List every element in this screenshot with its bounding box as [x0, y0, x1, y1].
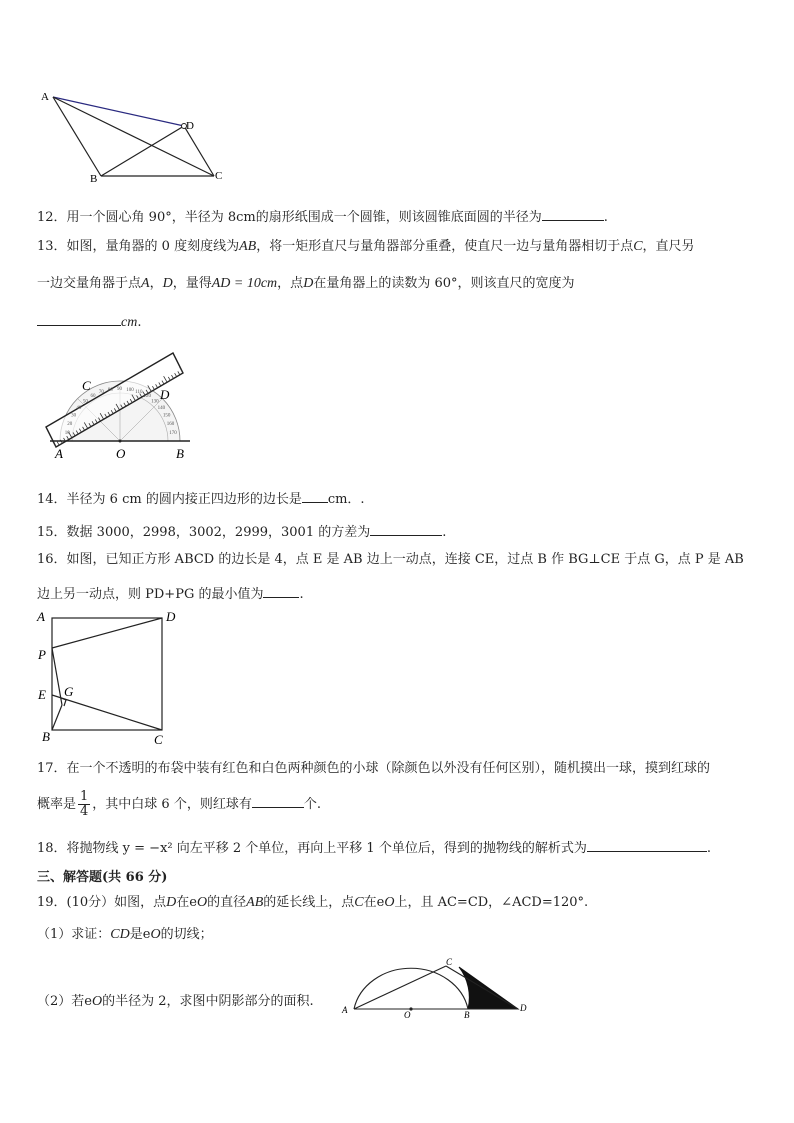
protractor-scale-label: 120: [143, 394, 151, 400]
protractor-scale-label: 100: [126, 387, 134, 393]
q13-text1: 13．如图，量角器的 0 度刻度线为: [37, 239, 240, 254]
q13-sep: ，: [149, 276, 163, 291]
q16-text1: 16．如图，已知正方形 ABCD 的边长是 4，点 E 是 AB 边上一动点，连接 CE，过点 B 作 BG⊥CE 于点 G，点 P 是 AB: [37, 552, 744, 567]
q13-unit: cm: [121, 315, 138, 330]
protractor-scale-label: 10: [64, 430, 70, 436]
circle-symbol: e: [189, 895, 197, 910]
question-17-line2: [37, 788, 321, 822]
protractor-scale-label: 130: [151, 399, 159, 405]
label-A: A: [41, 91, 49, 103]
q15-end: .: [442, 525, 447, 540]
q19-AB: AB: [246, 895, 264, 910]
q13-text2d: 在量角器上的读数为 60°，则该直尺的宽度为: [313, 276, 575, 291]
q19-O: O: [197, 895, 208, 910]
label-C: C: [154, 732, 163, 747]
label-E: E: [38, 687, 46, 702]
probability-fraction: [78, 790, 90, 819]
label-A: A: [55, 446, 63, 461]
q13-equation: AD = 10cm: [211, 276, 278, 291]
q13-AB: AB: [239, 239, 257, 254]
label-G: G: [64, 684, 74, 699]
question-12: [37, 206, 608, 227]
q13-text2c: ，点: [277, 276, 304, 291]
q12-end: .: [603, 210, 608, 225]
label-B: B: [42, 729, 50, 744]
protractor-scale-label: 30: [71, 413, 77, 419]
q13-D: D: [162, 276, 173, 291]
circle-symbol: e: [84, 994, 92, 1009]
protractor-scale-label: 90: [117, 387, 122, 392]
q14-end: cm．.: [327, 492, 365, 507]
circle-symbol: e: [142, 927, 151, 942]
q19-text1a: 19．(10分）如图，点: [37, 895, 167, 910]
fraction-denominator: 4: [80, 804, 89, 819]
q19-O2: O: [384, 895, 395, 910]
q13-text2b: ，量得: [172, 276, 212, 291]
label-A: A: [342, 1005, 348, 1015]
circle-symbol: e: [376, 895, 385, 910]
question-17-line1: [37, 760, 710, 778]
section-title: 三、解答题(共 66 分): [37, 870, 168, 885]
protractor-scale-label: 80: [107, 387, 113, 393]
protractor-scale-label: 70: [98, 390, 104, 396]
question-13-line1: [37, 238, 695, 256]
q13-text1b: ，将一矩形直尺与量角器部分重叠，使直尺一边与量角器相切于点: [256, 239, 634, 254]
q15-answer-blank[interactable]: [370, 521, 442, 536]
q12-text: 12．用一个圆心角 90°，半径为 8cm的扇形纸围成一个圆锥，则该圆锥底面圆的半径为: [37, 210, 542, 225]
q19-part1-c: 的切线；: [160, 927, 213, 942]
q19-O4: O: [91, 994, 103, 1009]
question-15: [37, 521, 446, 542]
q14-answer-blank[interactable]: [302, 488, 328, 503]
protractor-figure: [40, 345, 200, 463]
q19-text1d: 的延长线上，点: [263, 895, 355, 910]
q19-text1f: 上，且 AC=CD，∠ACD=120°.: [394, 895, 589, 910]
q19-D: D: [166, 895, 177, 910]
label-D: D: [166, 609, 176, 624]
q16-answer-blank[interactable]: [263, 583, 299, 598]
label-O: O: [404, 1010, 411, 1020]
label-C: C: [446, 957, 453, 967]
protractor-scale-label: 170: [169, 430, 177, 436]
q16-end: .: [299, 587, 304, 602]
square-figure: [34, 608, 184, 748]
q19-O3: O: [150, 927, 161, 942]
q13-D2: D: [303, 276, 314, 291]
q13-text1c: ，直尺另: [642, 239, 695, 254]
q19-text1b: 在: [176, 895, 190, 910]
q13-text2: 一边交量角器于点: [37, 276, 142, 291]
q19-part1-b: 是: [129, 927, 143, 942]
label-A: A: [37, 609, 45, 624]
q17-text2b: ，其中白球 6 个，则红球有: [92, 797, 252, 812]
q19-CD: CD: [110, 927, 130, 942]
q17-answer-blank[interactable]: [252, 793, 304, 808]
q19-part1-a: （1）求证：: [37, 927, 111, 942]
label-C: C: [215, 170, 223, 182]
label-D: D: [186, 120, 194, 132]
label-B: B: [464, 1010, 470, 1020]
label-B: B: [176, 446, 184, 461]
q19-part2-a: （2）若: [37, 994, 85, 1009]
label-D: D: [520, 1003, 527, 1013]
protractor-scale-label: 110: [135, 390, 143, 396]
question-19-part2: [37, 993, 314, 1011]
question-19-part1: [37, 926, 213, 944]
label-B: B: [90, 173, 98, 183]
label-O: O: [116, 446, 126, 461]
q16-text2: 边上另一动点，则 PD+PG 的最小值为: [37, 587, 264, 602]
q18-text: 18．将抛物线 y = −x² 向左平移 2 个单位，再向上平移 1 个单位后，得到的抛物线的解析式为: [37, 841, 587, 856]
fraction-numerator: 1: [80, 789, 89, 804]
question-13-line3: [37, 311, 141, 332]
label-C: C: [82, 378, 91, 393]
protractor-scale-label: 140: [157, 405, 166, 411]
label-D: D: [160, 387, 170, 402]
question-19-line1: [37, 894, 588, 912]
q19-part2-b: 的半径为 2，求图中阴影部分的面积.: [102, 994, 314, 1009]
q12-answer-blank[interactable]: [542, 206, 604, 221]
protractor-scale-label: 150: [162, 413, 171, 419]
q17-text1: 17．在一个不透明的布袋中装有红色和白色两种颜色的小球（除颜色以外没有任何区别），随机摸出一球，摸到红球的: [37, 761, 711, 776]
q19-text1e: 在: [363, 895, 377, 910]
q13-C: C: [633, 239, 643, 254]
question-13-line2: [37, 275, 575, 293]
protractor-scale-label: 20: [67, 421, 73, 427]
question-14: [37, 488, 365, 509]
q18-answer-blank[interactable]: [587, 837, 707, 852]
question-18: [37, 837, 711, 858]
q13-end: .: [137, 315, 142, 330]
q19-C: C: [354, 895, 364, 910]
q17-end: 个.: [303, 797, 321, 812]
protractor-scale-label: 160: [166, 421, 175, 427]
q13-A: A: [141, 276, 150, 291]
protractor-scale-label: 40: [76, 405, 82, 411]
q15-text: 15．数据 3000，2998，3002，2999，3001 的方差为: [37, 525, 371, 540]
parallelogram-figure: [38, 88, 228, 183]
q18-end: .: [706, 841, 711, 856]
label-P: P: [38, 647, 46, 662]
q13-answer-blank[interactable]: [37, 311, 121, 326]
q17-text2a: 概率是: [37, 797, 77, 812]
protractor-scale-label: 50: [82, 399, 88, 405]
q19-text1c: 的直径: [207, 895, 247, 910]
question-16-line1: [37, 551, 744, 569]
semicircle-figure: [338, 955, 534, 1021]
question-16-line2: [37, 583, 304, 604]
protractor-scale-label: 60: [90, 394, 96, 400]
q14-text: 14．半径为 6 cm 的圆内接正四边形的边长是: [37, 492, 302, 507]
